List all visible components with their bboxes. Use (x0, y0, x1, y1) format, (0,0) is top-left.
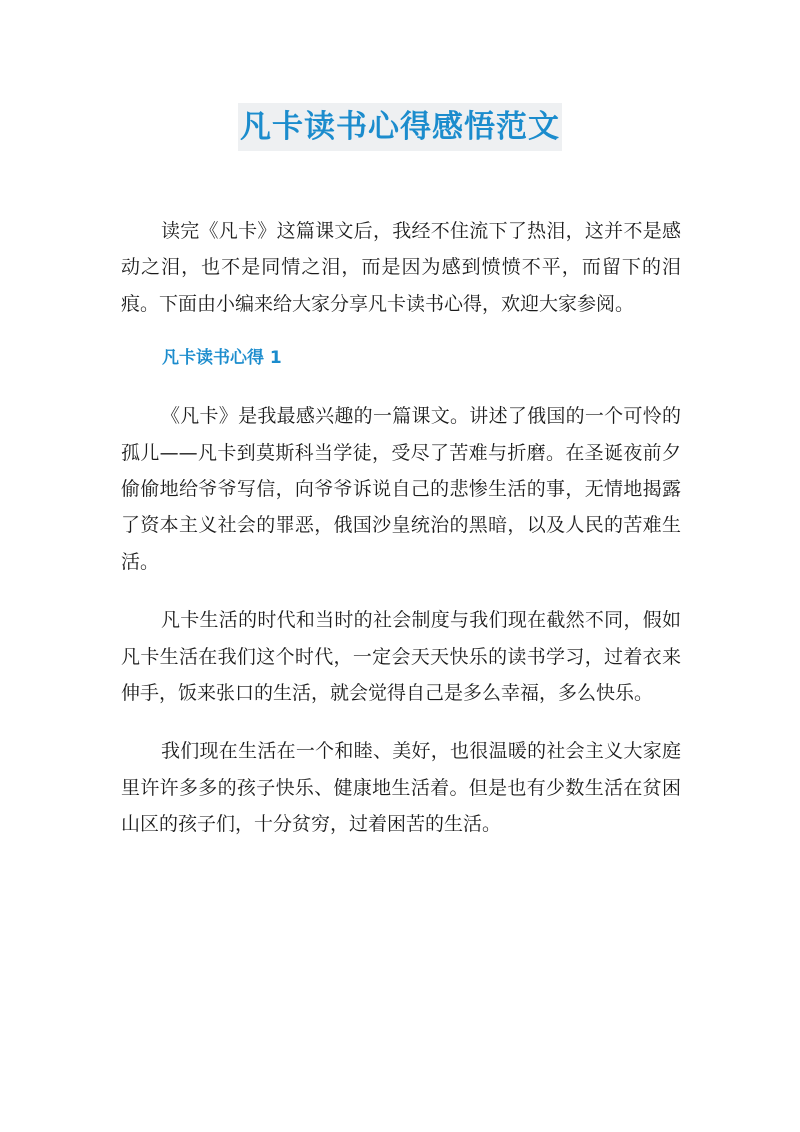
body-paragraph-1: 《凡卡》是我最感兴趣的一篇课文。讲述了俄国的一个可怜的孤儿——凡卡到莫斯科当学徒，受尽了苦难与折磨。在圣诞夜前夕偷偷地给爷爷写信，向爷爷诉说自己的悲惨生活的事，无情地揭露了资本主义社会的罪恶，俄国沙皇统治的黑暗，以及人民的苦难生活。 (121, 405, 681, 573)
page-title: 凡卡读书心得感悟范文 (238, 103, 562, 151)
body-paragraph-2: 凡卡生活的时代和当时的社会制度与我们现在截然不同，假如凡卡生活在我们这个时代，一定会天天快乐的读书学习，过着衣来伸手，饭来张口的生活，就会觉得自己是多么幸福，多么快乐。 (121, 609, 681, 705)
article-body (121, 213, 681, 843)
section-heading: 凡卡读书心得 1 (162, 348, 282, 369)
body-paragraph-3: 我们现在生活在一个和睦、美好，也很温暖的社会主义大家庭里许许多多的孩子快乐、健康地生活着。但是也有少数生活在贫困山区的孩子们，十分贫穷，过着困苦的生活。 (121, 740, 681, 836)
intro-paragraph: 读完《凡卡》这篇课文后，我经不住流下了热泪，这并不是感动之泪，也不是同情之泪，而是因为感到愤愤不平，而留下的泪痕。下面由小编来给大家分享凡卡读书心得，欢迎大家参阅。 (121, 220, 681, 315)
title-container (0, 103, 800, 151)
